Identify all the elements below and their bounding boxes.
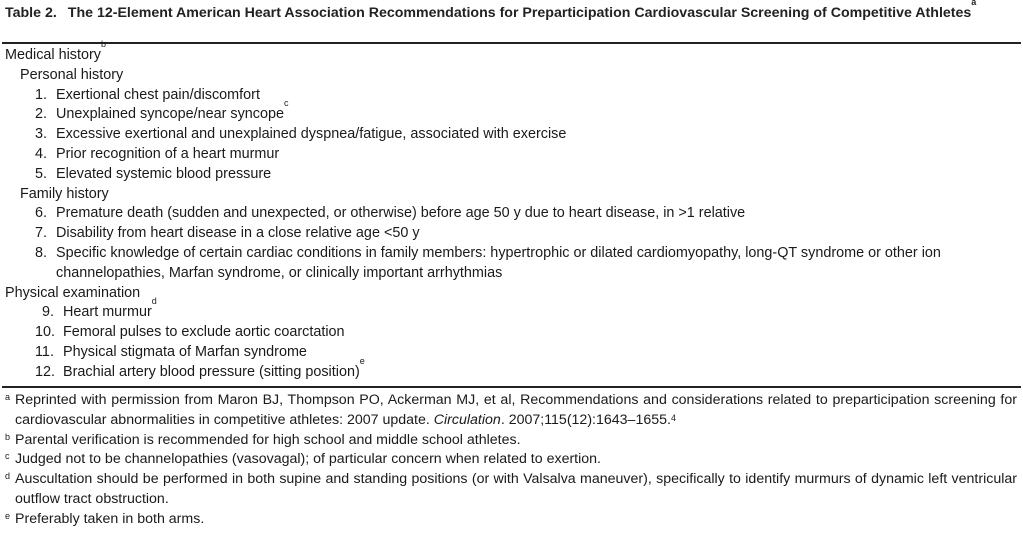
- top-rule: [2, 42, 1021, 44]
- item-number: 1.: [35, 86, 48, 103]
- item-text: Disability from heart disease in a close relative age <50 y: [56, 225, 420, 242]
- item-number: 2.: [35, 106, 48, 123]
- item-number: 4.: [35, 145, 48, 162]
- footnote-d: [5, 470, 1017, 510]
- list-item: [5, 145, 1017, 165]
- table-number: Table 2.: [5, 5, 57, 21]
- footnote-mark: a: [5, 392, 11, 402]
- footnote-text: Reprinted with permission from Maron BJ, Thompson PO, Ackerman MJ, et al, Recommendations and considerations related to preparticipation screening for cardiovascular abnormalities in competitive athletes: 2007 update.: [15, 392, 1017, 428]
- table-body: [5, 39, 1017, 383]
- table-title-footnote-mark: a: [971, 0, 977, 7]
- item-text: Brachial artery blood pressure (sitting position): [63, 363, 360, 380]
- item-text: Elevated systemic blood pressure: [56, 165, 272, 182]
- table-footnotes: [5, 391, 1017, 530]
- list-item: [5, 204, 1017, 224]
- footnote-e: [5, 510, 1017, 530]
- reference-number: 4: [670, 412, 676, 423]
- table-title-text: The 12-Element American Heart Association Recommendations for Preparticipation Cardiovascular Screening of Competitive Athletes: [67, 5, 972, 21]
- footnote-mark: e: [5, 510, 11, 521]
- list-item: [5, 165, 1017, 185]
- footnote-mark: b: [100, 39, 106, 49]
- item-number: 6.: [35, 205, 48, 222]
- footnote-mark: e: [359, 355, 365, 366]
- footnote-text: Auscultation should be performed in both supine and standing positions (or with Valsalva maneuver), specifically to identify murmurs of dynamic left ventricular outflow tract obstruction.: [15, 471, 1017, 507]
- item-number: 8.: [35, 244, 48, 261]
- item-text: Exertional chest pain/discomfort: [56, 86, 260, 103]
- subsection-label: Personal history: [20, 66, 124, 83]
- section-medical-history: [5, 39, 1017, 66]
- list-item: [5, 86, 1017, 109]
- item-number: 3.: [35, 126, 48, 143]
- list-item: [5, 296, 1017, 323]
- item-number: 10.: [35, 324, 56, 341]
- item-text: Excessive exertional and unexplained dyspnea/fatigue, associated with exercise: [56, 126, 567, 143]
- item-text: Heart murmur: [63, 304, 152, 321]
- footnote-mark: d: [5, 471, 11, 482]
- item-text: Physical stigmata of Marfan syndrome: [63, 343, 307, 360]
- item-number: 7.: [35, 225, 48, 242]
- item-text: Unexplained syncope/near syncope: [56, 106, 285, 123]
- item-text: Femoral pulses to exclude aortic coarctation: [63, 324, 345, 341]
- list-item: [5, 125, 1017, 145]
- journal-name: Circulation: [433, 411, 501, 428]
- section-label: Physical examination: [5, 284, 141, 301]
- subsection-label: Family history: [20, 185, 109, 202]
- list-item: [5, 98, 1017, 125]
- footnote-mark: b: [5, 431, 11, 442]
- item-text: Prior recognition of a heart murmur: [56, 145, 280, 162]
- footnote-text: Judged not to be channelopathies (vasovagal); of particular concern when related to exertion.: [15, 451, 601, 468]
- item-text: Specific knowledge of certain cardiac conditions in family members: hypertrophic or dilated cardiomyopathy, long-QT syndrome or other ion channelopathies, Marfan syndrome, or clinically important arrhythmias: [56, 244, 941, 281]
- list-item: [5, 224, 1017, 244]
- item-number: 11.: [35, 343, 54, 360]
- bottom-rule: [2, 386, 1021, 388]
- footnote-mark: d: [151, 296, 157, 307]
- citation-details: . 2007;115(12):1643–1655.: [500, 411, 671, 428]
- footnote-mark: c: [284, 98, 289, 109]
- item-number: 5.: [35, 165, 48, 182]
- list-item: [5, 355, 1017, 383]
- footnote-c: [5, 450, 1017, 470]
- footnote-b: [5, 431, 1017, 451]
- table-title: [5, 0, 1017, 23]
- list-item: [5, 323, 1017, 343]
- footnote-text: Preferably taken in both arms.: [15, 510, 205, 527]
- section-label: Medical history: [5, 47, 101, 63]
- item-number: 9.: [42, 304, 55, 321]
- subsection-personal-history: [5, 66, 1017, 86]
- footnote-a: [5, 391, 1017, 431]
- item-text: Premature death (sudden and unexpected, or otherwise) before age 50 y due to heart disease, in >1 relative: [56, 205, 746, 222]
- item-number: 12.: [35, 363, 56, 380]
- subsection-family-history: [5, 185, 1017, 205]
- list-item: [5, 343, 1017, 363]
- list-item: [5, 244, 1017, 284]
- footnote-mark: c: [5, 451, 10, 462]
- footnote-text: Parental verification is recommended for high school and middle school athletes.: [15, 431, 521, 448]
